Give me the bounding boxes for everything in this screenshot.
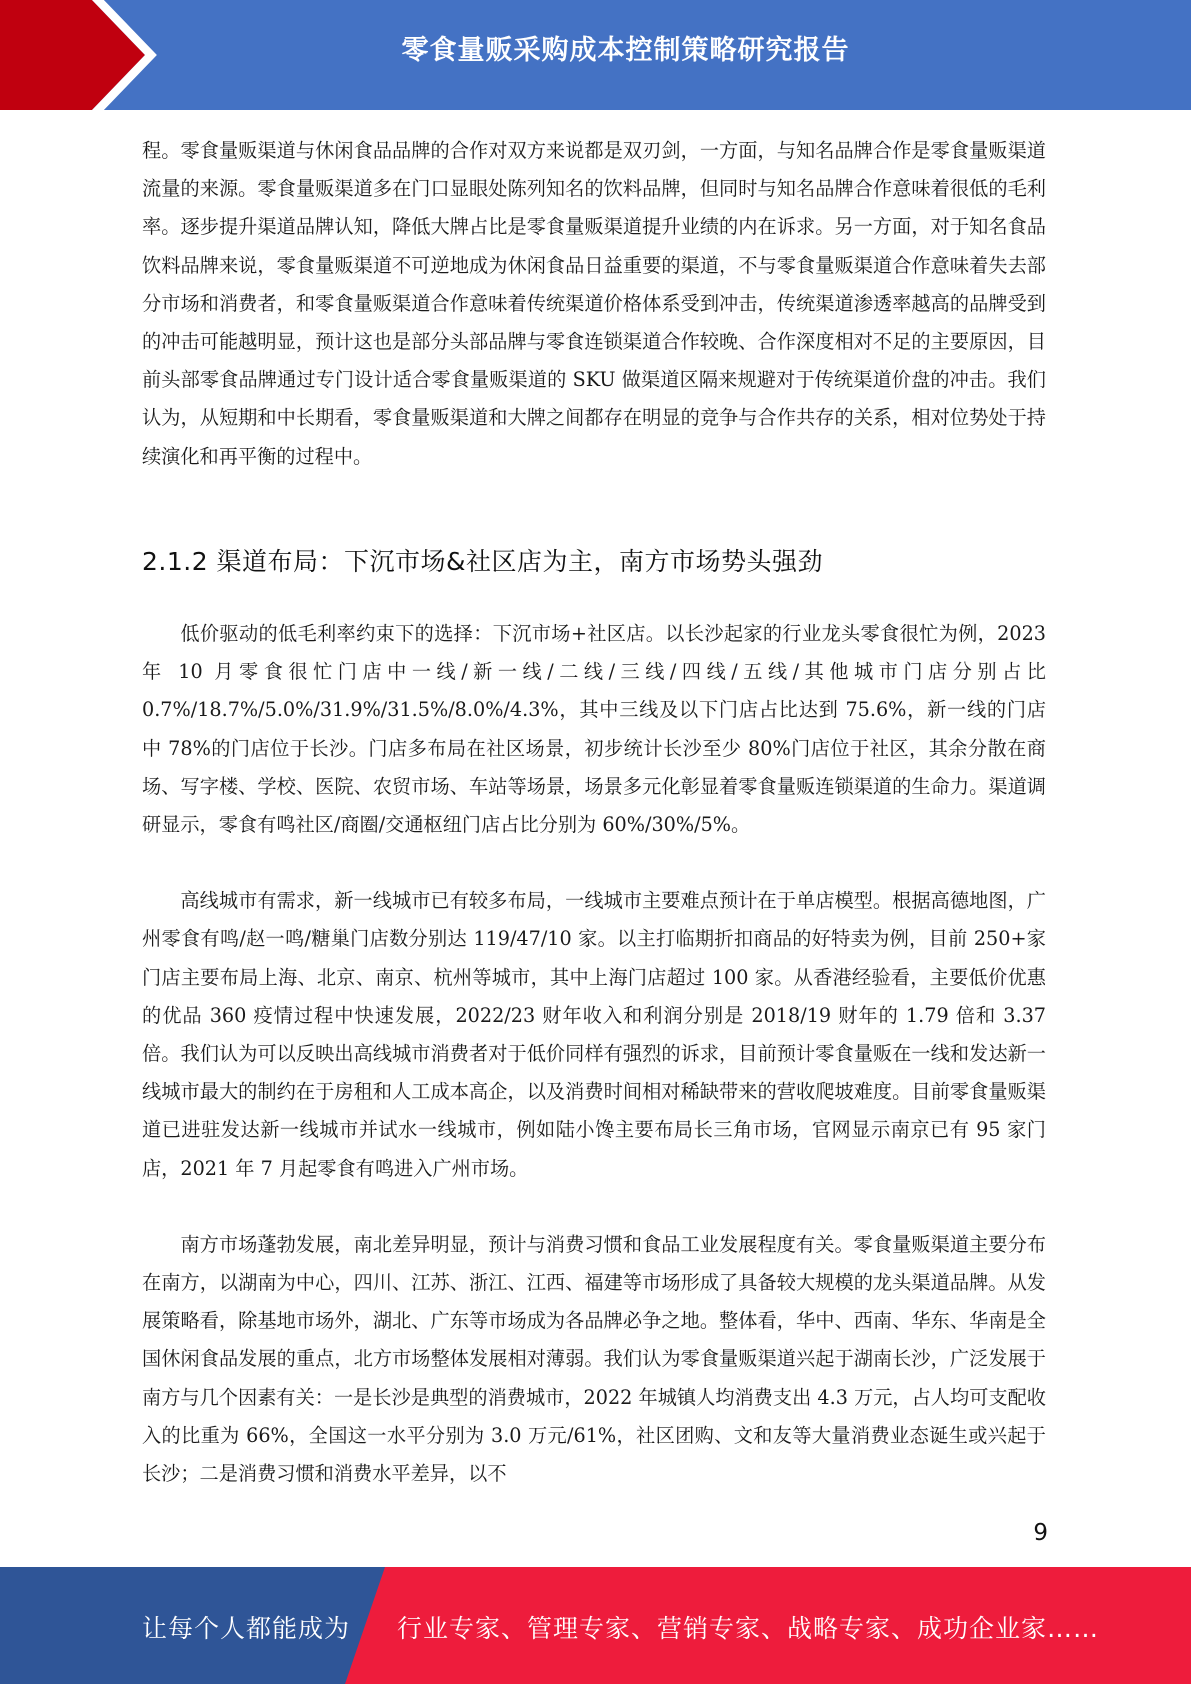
paragraph-spacer xyxy=(142,844,1046,882)
page-header xyxy=(0,0,1191,110)
footer-slogan-right: 行业专家、管理专家、营销专家、战略专家、成功企业家…… xyxy=(397,1614,1100,1643)
paragraph-spacer xyxy=(142,1188,1046,1226)
page-number: 9 xyxy=(1033,1520,1048,1546)
page-footer xyxy=(0,1567,1191,1684)
report-title: 零食量贩采购成本控制策略研究报告 xyxy=(401,35,850,66)
document-body-section xyxy=(142,615,1046,1493)
paragraph-tier-one-cities: 高线城市有需求，新一线城市已有较多布局，一线城市主要难点预计在于单店模型。根据高德地图，广州零食有鸣/赵一鸣/糖巢门店数分别达 119/47/10 家。以主打临期折扣商品的好特卖为例，目前 250+家门店主要布局上海、北京、南京、杭州等城市，其中上海门店超过 100 家。从香港经验看，主要低价优惠的优品 360 疫情过程中快速发展，2022/23 财年收入和利润分别是 2018/19 财年的 1.79 倍和 3.37 倍。我们认为可以反映出高线城市消费者对于低价同样有强烈的诉求，目前预计零食量贩在一线和发达新一线城市最大的制约在于房租和人工成本高企，以及消费时间相对稀缺带来的营收爬坡难度。目前零食量贩渠道已进驻发达新一线城市并试水一线城市，例如陆小馋主要布局长三角市场，官网显示南京已有 95 家门店，2021 年 7 月起零食有鸣进入广州市场。 xyxy=(142,889,1046,1180)
intro-paragraph: 程。零食量贩渠道与休闲食品品牌的合作对双方来说都是双刃剑，一方面，与知名品牌合作是零食量贩渠道流量的来源。零食量贩渠道多在门口显眼处陈列知名的饮料品牌，但同时与知名品牌合作意味着很低的毛利率。逐步提升渠道品牌认知，降低大牌占比是零食量贩渠道提升业绩的内在诉求。另一方面，对于知名食品饮料品牌来说，零食量贩渠道不可逆地成为休闲食品日益重要的渠道，不与零食量贩渠道合作意味着失去部分市场和消费者，和零食量贩渠道合作意味着传统渠道价格体系受到冲击，传统渠道渗透率越高的品牌受到的冲击可能越明显，预计这也是部分头部品牌与零食连锁渠道合作较晚、合作深度相对不足的主要原因，目前头部零食品牌通过专门设计适合零食量贩渠道的 SKU 做渠道区隔来规避对于传统渠道价盘的冲击。我们认为，从短期和中长期看，零食量贩渠道和大牌之间都存在明显的竞争与合作共存的关系，相对位势处于持续演化和再平衡的过程中。 xyxy=(142,139,1046,468)
paragraph-southern-market: 南方市场蓬勃发展，南北差异明显，预计与消费习惯和食品工业发展程度有关。零食量贩渠道主要分布在南方，以湖南为中心，四川、江苏、浙江、江西、福建等市场形成了具备较大规模的龙头渠道品牌。从发展策略看，除基地市场外，湖北、广东等市场成为各品牌必争之地。整体看，华中、西南、华东、华南是全国休闲食品发展的重点，北方市场整体发展相对薄弱。我们认为零食量贩渠道兴起于湖南长沙，广泛发展于南方与几个因素有关：一是长沙是典型的消费城市，2022 年城镇人均消费支出 4.3 万元，占人均可支配收入的比重为 66%，全国这一水平分别为 3.0 万元/61%，社区团购、文和友等大量消费业态诞生或兴起于长沙；二是消费习惯和消费水平差异，以不 xyxy=(142,1232,1046,1486)
paragraph-low-price-channel: 低价驱动的低毛利率约束下的选择：下沉市场+社区店。以长沙起家的行业龙头零食很忙为例，2023 年 10 月零食很忙门店中一线/新一线/二线/三线/四线/五线/其他城市门店分别占比 0.7%/18.7%/5.0%/31.9%/31.5%/8.0%/4.3%，其中三线及以下门店占比达到 75.6%，新一线的门店中 78%的门店位于长沙。门店多布局在社区场景，初步统计长沙至少 80%门店位于社区，其余分散在商场、写字楼、学校、医院、农贸市场、车站等场景，场景多元化彰显着零食量贩连锁渠道的生命力。渠道调研显示，零食有鸣社区/商圈/交通枢纽门店占比分别为 60%/30%/5%。 xyxy=(142,622,1046,837)
footer-slogan-left: 让每个人都能成为 xyxy=(142,1614,351,1643)
section-heading: 2.1.2 渠道布局：下沉市场&社区店为主，南方市场势头强劲 xyxy=(142,547,824,576)
document-body-top xyxy=(142,132,1046,476)
